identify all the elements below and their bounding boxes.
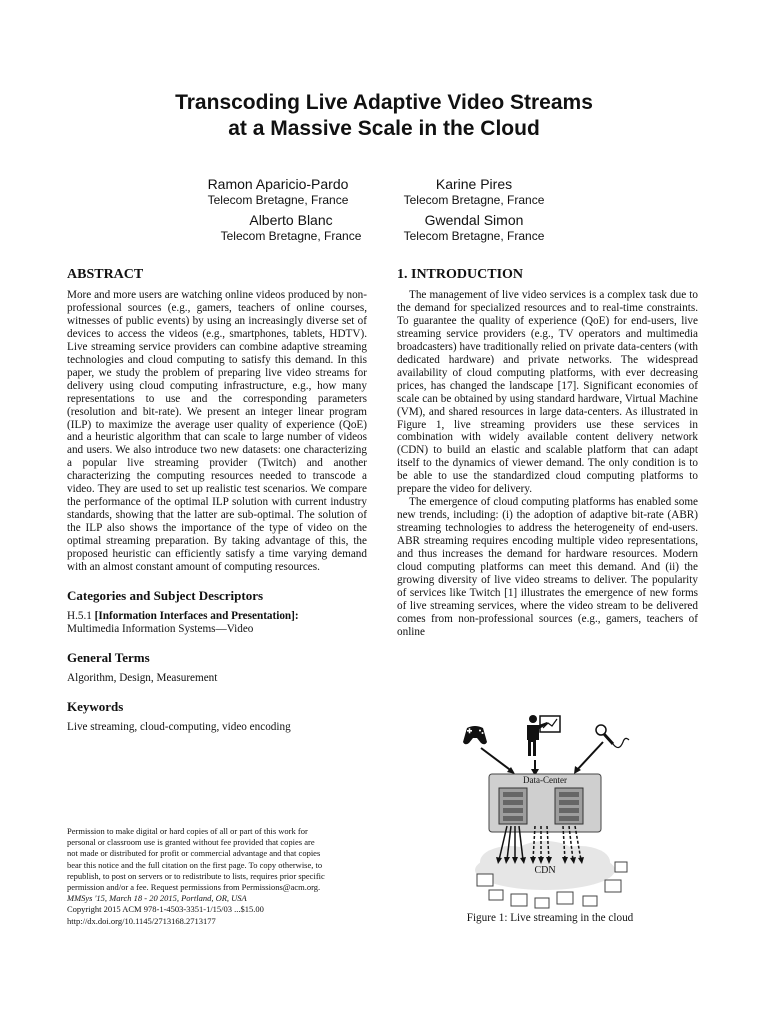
- introduction-heading: 1. INTRODUCTION: [397, 267, 524, 282]
- abstract-text: More and more users are watching online videos produced by non-professional sources (e.g., gamers, teachers of online courses, witnesses of public events) by using an increasingly diverse set of devices to access the videos (e.g., smartphones, tablets, HDTV). Live streaming service providers can combine adaptive streaming technologies and cloud computing to satisfy this demand. In this paper, we study the problem of preparing live video streams for delivery using cloud computing infrastructure, e.g., how many representations to use and the corresponding parameters (resolution and bit-rate). We present an integer linear program (ILP) to maximize the average user quality of experience (QoE) and a heuristic algorithm that can scale to large number of videos and users. We also introduce two new datasets: one characterizing a popular live streaming provider (Twitch) and another characterizing the computing resources needed to transcode a video. They are used to set up realistic test scenarios. We compare the performance of the optimal ILP solution with current industry standards, showing that the latter are sub-optimal. The solution of the ILP also shows the importance of the type of video on the optimal streaming preparation. By taking advantage of this, the proposed heuristic can efficiently satisfy a time varying demand with an almost constant amount of computing resources.: [67, 289, 367, 574]
- author-affiliation: Telecom Bretagne, France: [207, 193, 349, 207]
- abstract-heading: ABSTRACT: [67, 267, 144, 282]
- author-name: Gwendal Simon: [424, 212, 524, 228]
- categories-text: [67, 610, 367, 636]
- author-name: Karine Pires: [435, 176, 513, 192]
- copyright-line: not made or distributed for profit or commercial advantage and that copies: [67, 848, 321, 859]
- author-name: Alberto Blanc: [249, 212, 333, 228]
- keywords-text: Live streaming, cloud-computing, video encoding: [67, 720, 291, 733]
- teacher-icon: [527, 715, 560, 756]
- copyright-line: bear this notice and the full citation on the first page. To copy otherwise, to: [67, 859, 323, 870]
- datacenter-label: Data-Center: [523, 775, 567, 785]
- author-affiliation: Telecom Bretagne, France: [403, 229, 545, 243]
- source-arrows: [481, 742, 603, 776]
- copyright-line: personal or classroom use is granted without fee provided that copies are: [67, 837, 315, 848]
- author-4: [344, 212, 604, 244]
- author-affiliation: Telecom Bretagne, France: [403, 193, 545, 207]
- copyright-line: http://dx.doi.org/10.1145/2713168.2713177: [67, 915, 216, 926]
- categories-bold: [Information Interfaces and Presentation]:: [94, 609, 299, 622]
- gamepad-icon: [463, 726, 487, 744]
- copyright-line: Permission to make digital or hard copies of all or part of this work for: [67, 826, 308, 836]
- copyright-line: Copyright 2015 ACM 978-1-4503-3351-1/15/03 ...$15.00: [67, 904, 264, 915]
- left-column: [67, 266, 367, 734]
- copyright-line: permission and/or a fee. Request permissions from Permissions@acm.org.: [67, 882, 321, 893]
- intro-paragraph-2: The emergence of cloud computing platforms has enabled some new trends, including: (i) the adoption of adaptive bit-rate (ABR) streaming technologies to address the heterogeneity of end-users. ABR streaming requires encoding multiple video representations, and thus increases the demand for hardware resources. Modern cloud computing platforms can meet this demand. And (ii) the growing diversity of live video streams to deliver. The popularity of services like Twitch [1] illustrates the emergence of new forms of live streaming services, where the video stream to be delivered comes from non-professional sources (e.g., gamers, teachers of online: [397, 496, 698, 638]
- categories-rest: Multimedia Information Systems—Video: [67, 622, 254, 635]
- title-line-1: Transcoding Live Adaptive Video Streams: [175, 91, 593, 114]
- author-2: [344, 176, 604, 208]
- copyright-line: MMSys '15, March 18 - 20 2015, Portland, OR, USA: [67, 893, 247, 904]
- author-affiliation: Telecom Bretagne, France: [220, 229, 362, 243]
- title-line-2: at a Massive Scale in the Cloud: [228, 117, 540, 140]
- data-center-box: [489, 774, 601, 832]
- copyright-line: republish, to post on servers or to redistribute to lists, requires prior specific: [67, 870, 325, 881]
- figure-live-streaming: [455, 712, 675, 912]
- general-terms-text: Algorithm, Design, Measurement: [67, 671, 218, 684]
- paper-title: [0, 90, 768, 142]
- intro-paragraph-1: The management of live video services is a complex task due to the demand for specialized resources and to real-time constraints. To guarantee the quality of experience (QoE) for end-users, live streaming service providers (e.g., TV operators and multimedia broadcasters) have traditionally relied on private data-centers (with dedicated hardware) and private networks. The widespread availability of cloud computing platforms, with ever decreasing prices, has changed the landscape [17]. Significant economies of scale can be obtained by using standard hardware, Virtual Machine (VM), and shared resources in large data-centers. As illustrated in Figure 1, live streaming providers use these services in combination with widely available content delivery network (CDN) to build an elastic and scalable platform that can adapt itself to the dynamics of viewer demand. The only condition is to be able to use the standardized cloud computing platforms to prepare the video for delivery.: [397, 289, 698, 496]
- categories-code: H.5.1: [67, 609, 92, 622]
- categories-heading: Categories and Subject Descriptors: [67, 587, 264, 603]
- general-terms-heading: General Terms: [67, 649, 150, 665]
- cdn-label: CDN: [534, 865, 556, 876]
- cdn-cloud: [475, 841, 615, 890]
- server-icon: [555, 788, 583, 824]
- copyright-notice: [67, 826, 372, 927]
- right-column: [397, 266, 698, 639]
- server-icon: [499, 788, 527, 824]
- author-name: Ramon Aparicio-Pardo: [207, 176, 349, 192]
- keywords-heading: Keywords: [67, 698, 124, 714]
- figure-caption: Figure 1: Live streaming in the cloud: [466, 912, 634, 924]
